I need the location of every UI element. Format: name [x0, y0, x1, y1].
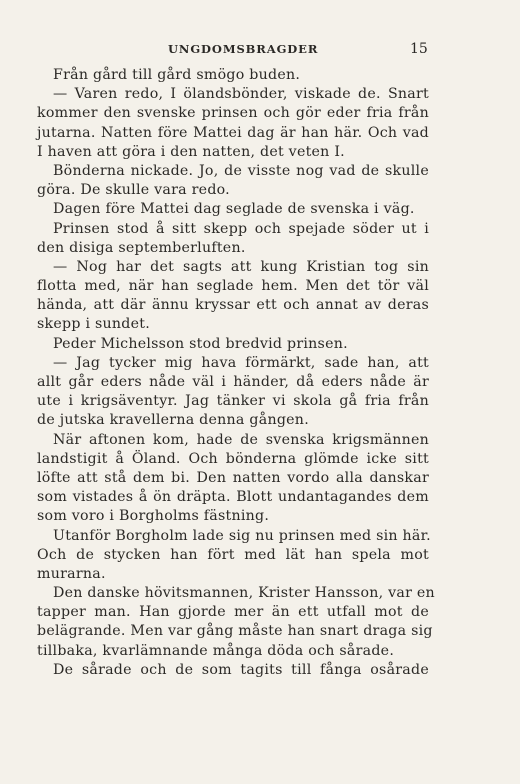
text-line: den disiga septemberluften.	[37, 239, 246, 256]
text-line: landstigit å Öland. Och bönderna glömde icke sitt	[37, 450, 429, 467]
body-text	[37, 66, 435, 680]
text-line: skepp i sundet.	[37, 316, 150, 333]
text-line: tillbaka, kvarlämnande många döda och sårade.	[37, 642, 395, 659]
text-line: murarna.	[37, 565, 106, 582]
text-line: — Nog har det sagts att kung Kristian tog sin	[53, 258, 429, 275]
text-line: allt går eders nåde väl i händer, då eders nåde är	[37, 374, 429, 390]
text-line: Bönderna nickade. Jo, de visste nog vad de skulle	[53, 162, 429, 179]
text-line: som vistades å ön dräpta. Blott undantagandes dem	[37, 489, 429, 506]
text-line: hända, att där ännu kryssar ett och annat av deras	[37, 297, 429, 314]
text-line: kommer den svenske prinsen och gör eder fria från	[37, 105, 429, 122]
text-line: Prinsen stod å sitt skepp och spejade söder ut i	[53, 220, 429, 237]
text-line: löfte att stå dem bi. Den natten vordo alla danskar	[37, 469, 429, 486]
text-line: göra. De skulle vara redo.	[37, 182, 230, 199]
running-head-title: UNGDOMSBRAGDER	[168, 42, 319, 56]
text-line: belägrande. Men var gång måste han snart draga sig	[37, 623, 433, 640]
text-line: Från gård till gård smögo buden.	[53, 67, 301, 83]
text-line: Dagen före Mattei dag seglade de svenska i väg.	[53, 201, 415, 218]
text-line: som voro i Borgholms fästning.	[37, 508, 270, 525]
text-line: tapper man. Han gjorde mer än ett utfall mot de	[37, 604, 429, 621]
text-line: — Jag tycker mig hava förmärkt, sade han, att	[53, 354, 429, 371]
text-line: I haven att göra i den natten, det veten I.	[37, 143, 345, 160]
text-line: När aftonen kom, hade de svenska krigsmännen	[53, 431, 429, 448]
text-line: ute i krigsäventyr. Jag tänker vi skola gå fria från	[37, 393, 429, 410]
text-line: Och de stycken han fört med lät han spela mot	[37, 546, 429, 563]
text-line: de jutska kravellerna denna gången.	[37, 412, 309, 429]
text-line: — Varen redo, I ölandsbönder, viskade de. Snart	[53, 86, 429, 103]
running-head	[0, 42, 520, 62]
page-number: 15	[410, 41, 428, 57]
text-line: De sårade och de som tagits till fånga osårade	[53, 661, 429, 678]
text-line: Utanför Borgholm lade sig nu prinsen med sin här.	[53, 527, 431, 544]
text-line: Peder Michelsson stod bredvid prinsen.	[53, 335, 348, 352]
text-line: Den danske hövitsmannen, Krister Hansson, var en	[53, 585, 435, 602]
text-line: jutarna. Natten före Mattei dag är han här. Och vad	[37, 124, 429, 141]
text-line: flotta med, när han seglade hem. Men det tör väl	[37, 278, 429, 295]
